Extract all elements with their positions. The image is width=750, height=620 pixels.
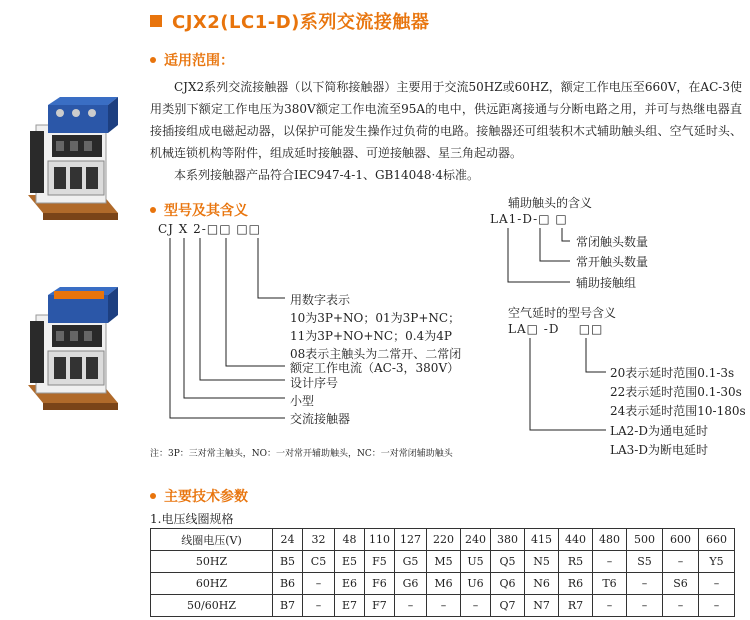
table-cell: N6 <box>525 573 559 595</box>
table-cell: – <box>627 573 663 595</box>
label-08: 08表示主触头为二常开、二常闭 <box>290 347 462 361</box>
aux-label-no: 常开触头数量 <box>576 255 649 269</box>
aux-title: 辅助触头的含义 <box>508 196 593 210</box>
table-cell: R5 <box>559 551 593 573</box>
scope-heading: 适用范围： <box>150 50 234 70</box>
table-cell: U5 <box>461 551 491 573</box>
aux-label-group: 辅助接触组 <box>576 276 637 290</box>
aux-label-nc: 常闭触头数量 <box>576 235 649 249</box>
title-text: CJX2(LC1-D)系列交流接触器 <box>172 12 430 33</box>
table-header-cell: 220 <box>427 529 461 551</box>
table-cell: R6 <box>559 573 593 595</box>
label-ac-contactor: 交流接触器 <box>290 412 351 426</box>
table-cell: Q6 <box>491 573 525 595</box>
delay-code: LA□ -D □□ <box>508 322 604 336</box>
table-cell: Y5 <box>699 551 735 573</box>
bullet-icon <box>150 493 156 499</box>
table-cell: Q5 <box>491 551 525 573</box>
table-cell: E7 <box>335 595 365 617</box>
table-cell: E5 <box>335 551 365 573</box>
delay-label-20: 20表示延时范围0.1-3s <box>610 366 735 380</box>
table-header-cell: 110 <box>365 529 395 551</box>
table-cell: – <box>593 595 627 617</box>
table-header-cell: 415 <box>525 529 559 551</box>
table-header-cell: 380 <box>491 529 525 551</box>
model-heading: 型号及其含义 <box>150 200 248 220</box>
table-cell: Q7 <box>491 595 525 617</box>
table-cell: R7 <box>559 595 593 617</box>
label-small: 小型 <box>290 394 315 408</box>
table-cell: – <box>663 551 699 573</box>
table-cell: U6 <box>461 573 491 595</box>
table-cell: B5 <box>273 551 303 573</box>
table-header-cell: 48 <box>335 529 365 551</box>
table-cell: – <box>427 595 461 617</box>
table-cell: – <box>593 551 627 573</box>
table-cell: S5 <box>627 551 663 573</box>
table-header-cell: 127 <box>395 529 427 551</box>
aux-code: LA1-D-□ □ <box>490 212 568 226</box>
table-cell: 60HZ <box>151 573 273 595</box>
table-cell: N5 <box>525 551 559 573</box>
table-cell: N7 <box>525 595 559 617</box>
delay-label-24: 24表示延时范围10-180s <box>610 404 746 418</box>
table-cell: B7 <box>273 595 303 617</box>
table-header-cell: 660 <box>699 529 735 551</box>
table-cell: G5 <box>395 551 427 573</box>
table-cell: M5 <box>427 551 461 573</box>
table-cell: – <box>699 595 735 617</box>
label-10-01: 10为3P+NO；01为3P+NC； <box>290 311 461 325</box>
table-cell: B6 <box>273 573 303 595</box>
table-row <box>151 595 735 617</box>
table-header-cell: 240 <box>461 529 491 551</box>
table-cell: E6 <box>335 573 365 595</box>
table-row <box>151 573 735 595</box>
scope-paragraph: CJX2系列交流接触器（以下简称接触器）主要用于交流50HZ或60HZ，额定工作电压至660V，在AC-3使用类别下额定工作电压为380V额定工作电流至95A的电中，供远距离接通与分断电路之用，并可与热继电器直接插接组成电磁起动器，以保护可能发生操作过负荷的电路。接触器还可组装积木式辅助触头组、空气延时头、机械连锁机构等附件，组成延时接触器、可逆接触器、星三角起动器。 <box>150 80 742 160</box>
table-header-cell: 24 <box>273 529 303 551</box>
table-cell: – <box>663 595 699 617</box>
table-cell: – <box>303 595 335 617</box>
coil-spec-subtitle: 1.电压线圈规格 <box>150 512 234 526</box>
table-header-row <box>151 529 735 551</box>
table-cell: – <box>395 595 427 617</box>
tech-heading: 主要技术参数 <box>150 486 248 506</box>
label-current: 额定工作电流（AC-3，380V） <box>290 361 460 375</box>
abbreviation-note: 注：3P：三对常主触头，NO：一对常开辅助触头，NC：一对常闭辅助触头 <box>150 449 453 459</box>
standards-paragraph: 本系列接触器产品符合IEC947-4-1、GB14048·4标准。 <box>174 168 479 182</box>
table-cell: – <box>303 573 335 595</box>
table-header-cell: 600 <box>663 529 699 551</box>
table-cell: S6 <box>663 573 699 595</box>
table-header-cell: 线圈电压(V) <box>151 529 273 551</box>
table-cell: G6 <box>395 573 427 595</box>
label-11-04: 11为3P+NO+NC；0.4为4P <box>290 329 452 343</box>
table-cell: T6 <box>593 573 627 595</box>
delay-label-la3: LA3-D为断电延时 <box>610 443 708 457</box>
delay-label-la2: LA2-D为通电延时 <box>610 424 708 438</box>
delay-title: 空气延时的型号含义 <box>508 306 617 320</box>
table-row <box>151 551 735 573</box>
model-code: CJ X 2-□□ □□ <box>158 222 262 236</box>
table-header-cell: 32 <box>303 529 335 551</box>
table-cell: 50/60HZ <box>151 595 273 617</box>
table-cell: – <box>461 595 491 617</box>
table-header-cell: 500 <box>627 529 663 551</box>
table-cell: M6 <box>427 573 461 595</box>
label-design-no: 设计序号 <box>290 376 339 390</box>
table-cell: F7 <box>365 595 395 617</box>
coil-voltage-table <box>150 528 735 617</box>
table-cell: C5 <box>303 551 335 573</box>
delay-label-22: 22表示延时范围0.1-30s <box>610 385 742 399</box>
table-header-cell: 440 <box>559 529 593 551</box>
table-cell: – <box>699 573 735 595</box>
table-cell: – <box>627 595 663 617</box>
label-digits: 用数字表示 <box>290 293 351 307</box>
table-header-cell: 480 <box>593 529 627 551</box>
table-cell: 50HZ <box>151 551 273 573</box>
table-cell: F5 <box>365 551 395 573</box>
table-cell: F6 <box>365 573 395 595</box>
